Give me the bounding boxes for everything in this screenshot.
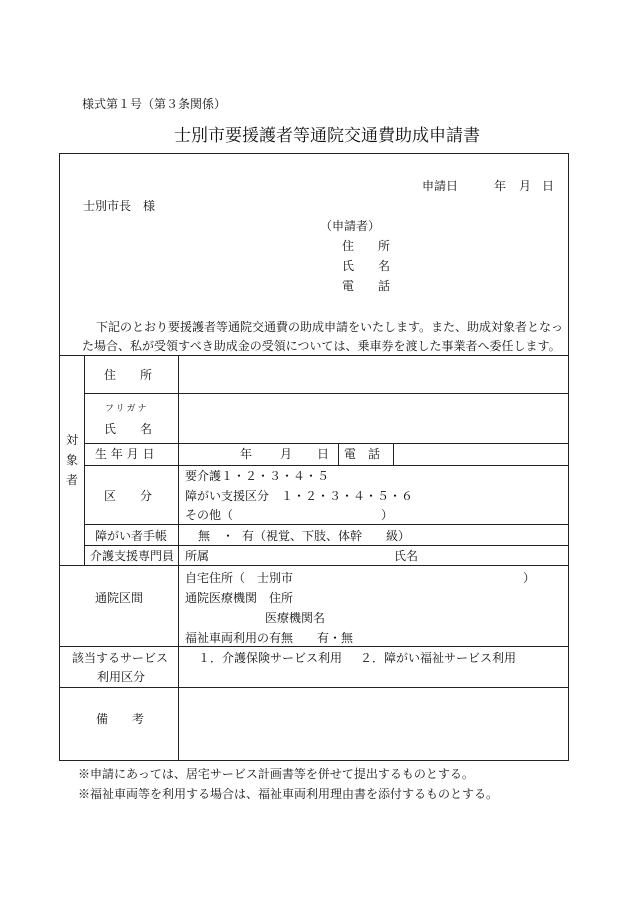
statement-line-2: た場合、私が受領すべき助成金の受領については、乗車券を渡した事業者へ委任します。: [82, 339, 561, 353]
handbook-yes: 有（視覚、下肢、体幹 級）: [242, 529, 411, 543]
route-home: 自宅住所（ 士別市: [185, 571, 294, 585]
category-other-close: ）: [381, 508, 394, 522]
note-1: ※申請にあっては、居宅サービス計画書等を併せて提出するものとする。: [78, 767, 474, 781]
form-title: 士別市要援護者等通院交通費助成申請書: [174, 126, 480, 146]
birth-phone-line-2: [393, 443, 394, 465]
birth-phone-line-1: [338, 443, 339, 465]
row-line-service: [59, 687, 569, 688]
table-top-line: [59, 355, 569, 356]
row-label-care-manager: 介護支援専門員: [90, 549, 175, 563]
application-date-label: 申請日: [422, 179, 459, 193]
birth-phone-label: 電 話: [344, 447, 381, 461]
row-line-care: [59, 565, 569, 566]
note-2: ※福祉車両等を利用する場合は、福祉車両利用理由書を添付するものとする。: [78, 787, 499, 801]
care-name: 氏名: [394, 549, 419, 563]
route-home-close: ）: [523, 571, 536, 585]
handbook-none: 無: [198, 529, 211, 543]
applicant-label: （申請者）: [320, 219, 381, 233]
handbook-dot: ・: [222, 529, 235, 543]
applicant-address-label: 住 所: [342, 239, 391, 253]
row-label-route: 通院区間: [95, 591, 144, 605]
date-day: 日: [542, 179, 555, 193]
form-number: 様式第１号（第３条関係）: [82, 97, 227, 111]
row-label-address: 住 所: [104, 368, 153, 382]
birth-month: 月: [280, 447, 293, 461]
date-year: 年: [494, 179, 507, 193]
statement-line-1: 下記のとおり要援護者等通院交通費の助成申請をいたします。また、助成対象者となっ: [96, 320, 564, 334]
row-label-birth: 生 年 月 日: [95, 447, 155, 461]
row-label-name: 氏 名: [104, 422, 153, 436]
applicant-name-label: 氏 名: [342, 259, 391, 273]
label-column-line: [178, 355, 179, 761]
route-hospital-address: 通院医療機関 住所: [185, 591, 294, 605]
care-affiliation: 所属: [185, 549, 210, 563]
row-line-birth: [84, 465, 569, 466]
date-month: 月: [519, 179, 532, 193]
row-line-handbook: [84, 545, 569, 546]
route-vehicle: 福祉車両利用の有無 有・無: [185, 631, 354, 645]
category-other-open: その他（: [185, 508, 234, 522]
applicant-phone-label: 電 話: [342, 279, 391, 293]
row-label-furigana: フリガナ: [105, 404, 149, 414]
birth-year: 年: [240, 447, 253, 461]
birth-day: 日: [317, 447, 330, 461]
subject-column-line: [84, 355, 85, 565]
row-line-category: [84, 524, 569, 525]
service-option-2: ２．障がい福祉サービス利用: [360, 651, 517, 665]
subject-label: 対象者: [65, 433, 78, 487]
row-label-remarks: 備 考: [96, 712, 145, 726]
row-line-name: [84, 443, 569, 444]
row-label-service-2: 利用区分: [97, 670, 146, 684]
row-label-handbook: 障がい者手帳: [95, 529, 168, 543]
service-option-1: １．介護保険サービス利用: [198, 651, 343, 665]
category-disability: 障がい支援区分 １・２・３・４・５・６: [185, 489, 414, 503]
row-label-service-1: 該当するサービス: [72, 651, 169, 665]
row-line-route: [59, 646, 569, 647]
category-care: 要介護１・２・３・４・５: [185, 469, 330, 483]
route-hospital-name: 医療機関名: [265, 611, 326, 625]
row-line-address: [84, 393, 569, 394]
row-label-category: 区 分: [104, 489, 153, 503]
addressee: 士別市長 様: [83, 199, 156, 213]
